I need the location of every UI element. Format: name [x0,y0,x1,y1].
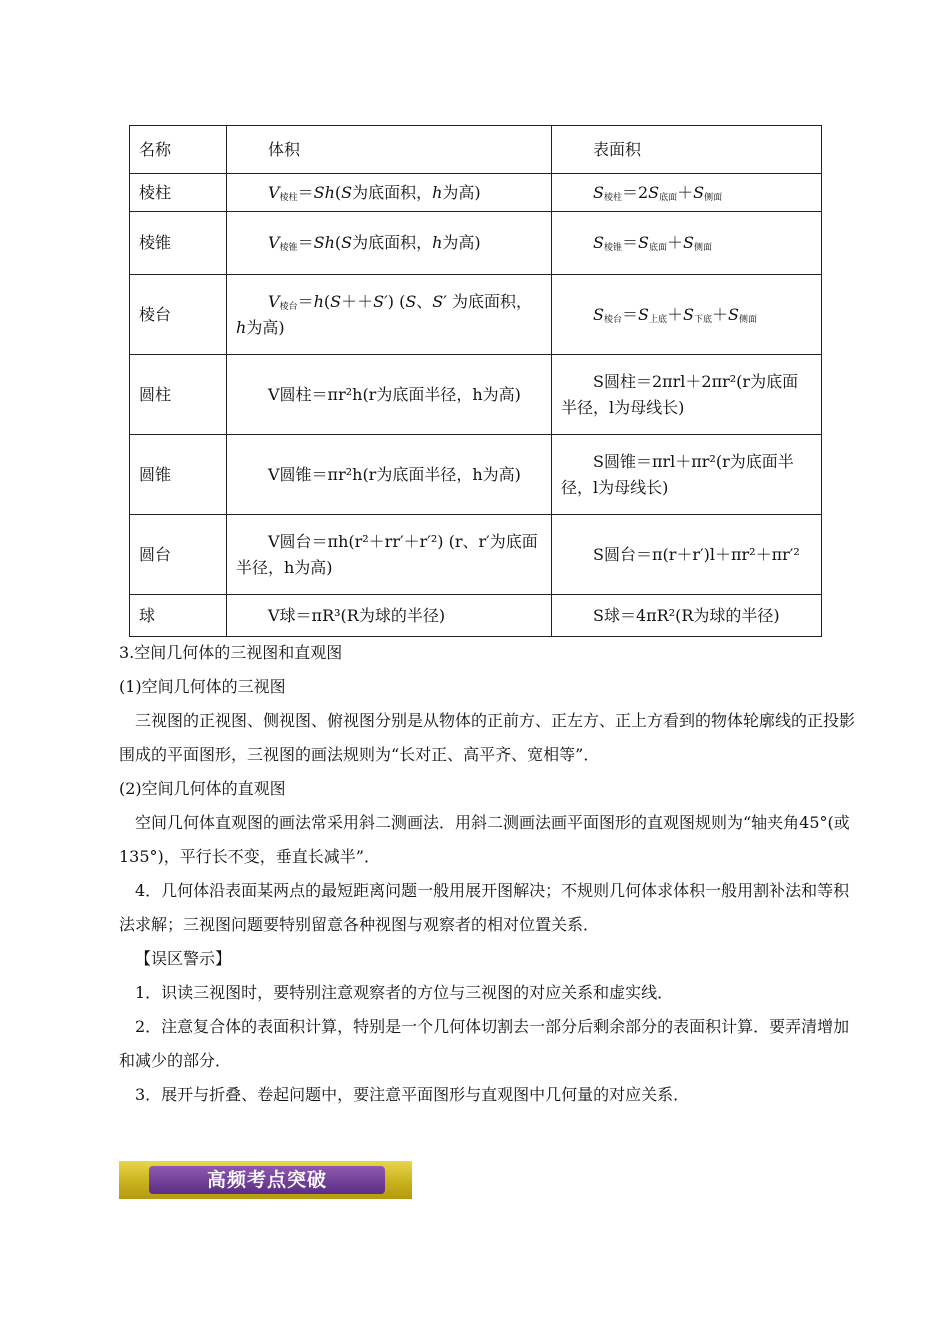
cylinder-volume: V圆柱＝πr²h(r为底面半径，h为高) [268,384,521,404]
paragraph: 4．几何体沿表面某两点的最短距离问题一般用展开图解决；不规则几何体求体积一般用割补法和等积法求解；三视图问题要特别留意各种视图与观察者的相对位置关系． [119,881,850,934]
table-row [130,275,822,355]
row-name: 圆锥 [130,435,227,515]
prism-surface: $S_{棱柱}=2S_{底面}+S_{侧面}$ [552,174,822,212]
warning-heading: 【误区警示】 [135,949,232,968]
table-row [130,515,822,595]
body-text [119,636,864,1112]
paragraph: 空间几何体直观图的画法常采用斜二测画法．用斜二测画法画平面图形的直观图规则为“轴夹角45°(或135°)，平行长不变，垂直长减半”． [119,813,850,866]
warning-item: 3．展开与折叠、卷起问题中，要注意平面图形与直观图中几何量的对应关系． [135,1085,690,1104]
warning-item: 2．注意复合体的表面积计算，特别是一个几何体切割去一部分后剩余部分的表面积计算．要弄清增加和减少的部分． [119,1017,850,1070]
table-row [130,595,822,637]
paragraph: 三视图的正视图、侧视图、俯视图分别是从物体的正前方、正左方、正上方看到的物体轮廓线的正投影围成的平面图形，三视图的画法规则为“长对正、高平齐、宽相等”． [119,711,856,764]
frustum-volume: $V_{棱台}=h(S++S')$ (S、S′ 为底面积，h为高) [227,275,552,355]
row-name: 棱台 [130,275,227,355]
prism-volume: $V_{棱柱}=Sh(S$为底面积，h为高) [227,174,552,212]
sphere-volume: V球＝πR³(R为球的半径) [268,605,446,625]
table-row [130,174,822,212]
sphere-surface: S球＝4πR²(R为球的半径) [593,605,780,625]
frustum-cone-surface: S圆台＝π(r＋r′)l＋πr²＋πr′² [593,544,800,564]
header-volume: 体积 [268,139,301,159]
banner-label: 高频考点突破 [149,1166,385,1194]
section-banner [119,1161,412,1199]
row-name: 棱柱 [130,174,227,212]
table-row [130,435,822,515]
header-name: 名称 [130,126,227,174]
frustum-surface: $S_{棱台}=S_{上底}+S_{下底}+S_{侧面}$ [552,275,822,355]
subsection-heading: (1)空间几何体的三视图 [119,677,286,696]
cone-volume: V圆锥＝πr²h(r为底面半径，h为高) [268,464,521,484]
section-heading: 3.空间几何体的三视图和直观图 [119,643,343,662]
pyramid-volume: $V_{棱锥}=Sh(S$为底面积，h为高) [227,212,552,275]
table-header-row [130,126,822,174]
volume-surface-formula-table [129,125,822,637]
pyramid-surface: $S_{棱锥}=S_{底面}+S_{侧面}$ [552,212,822,275]
row-name: 圆台 [130,515,227,595]
row-name: 棱锥 [130,212,227,275]
frustum-cone-volume: V圆台＝πh(r²＋rr′＋r′²) (r、r′为底面半径，h为高) [236,531,538,577]
cone-surface: S圆锥＝πrl＋πr²(r为底面半径，l为母线长) [561,451,794,497]
table-row [130,355,822,435]
warning-item: 1．识读三视图时，要特别注意观察者的方位与三视图的对应关系和虚实线． [135,983,674,1002]
subsection-heading: (2)空间几何体的直观图 [119,779,286,798]
table-row [130,212,822,275]
row-name: 球 [130,595,227,637]
row-name: 圆柱 [130,355,227,435]
header-surface: 表面积 [593,139,642,159]
cylinder-surface: S圆柱＝2πrl＋2πr²(r为底面半径，l为母线长) [561,371,799,417]
